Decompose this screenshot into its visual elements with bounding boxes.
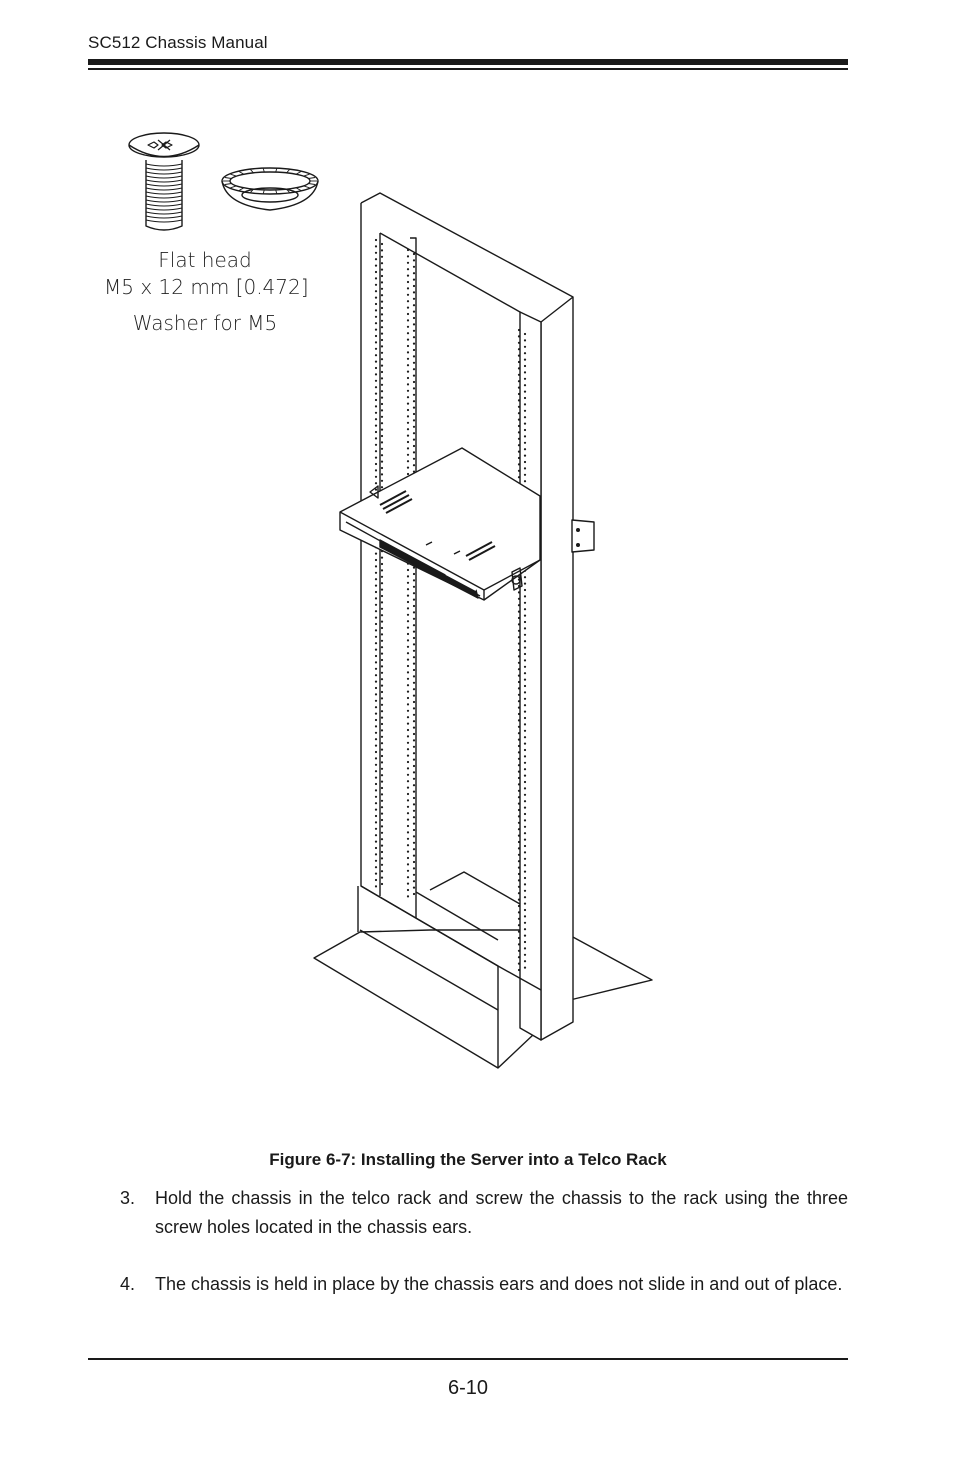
page-number: 6-10 bbox=[447, 1377, 489, 1399]
footer-rule bbox=[88, 1358, 848, 1360]
washer-icon bbox=[222, 168, 318, 210]
running-header: SC512 Chassis Manual bbox=[88, 33, 268, 52]
flat-head-screw-icon bbox=[129, 133, 199, 230]
rack-right-upright bbox=[361, 297, 573, 1068]
step-item bbox=[120, 1270, 848, 1299]
step-text: The chassis is held in place by the chassis ears and does not slide in and out of place. bbox=[155, 1274, 843, 1294]
figure-caption: Figure 6-7: Installing the Server into a Telco Rack bbox=[269, 1150, 667, 1169]
step-item bbox=[120, 1184, 848, 1242]
screw-label-line2: M5 x 12 mm [0.472] bbox=[104, 275, 309, 299]
step-number: 4. bbox=[120, 1274, 136, 1294]
step-text: Hold the chassis in the telco rack and screw the chassis to the rack using the three screw holes located in the chassis ears. bbox=[155, 1188, 848, 1237]
washer-label: Washer for M5 bbox=[132, 311, 278, 335]
rack-base bbox=[314, 886, 652, 1068]
screw-label-line1: Flat head bbox=[158, 248, 252, 272]
step-number: 3. bbox=[120, 1188, 136, 1208]
rack-mounting-holes bbox=[375, 239, 526, 971]
